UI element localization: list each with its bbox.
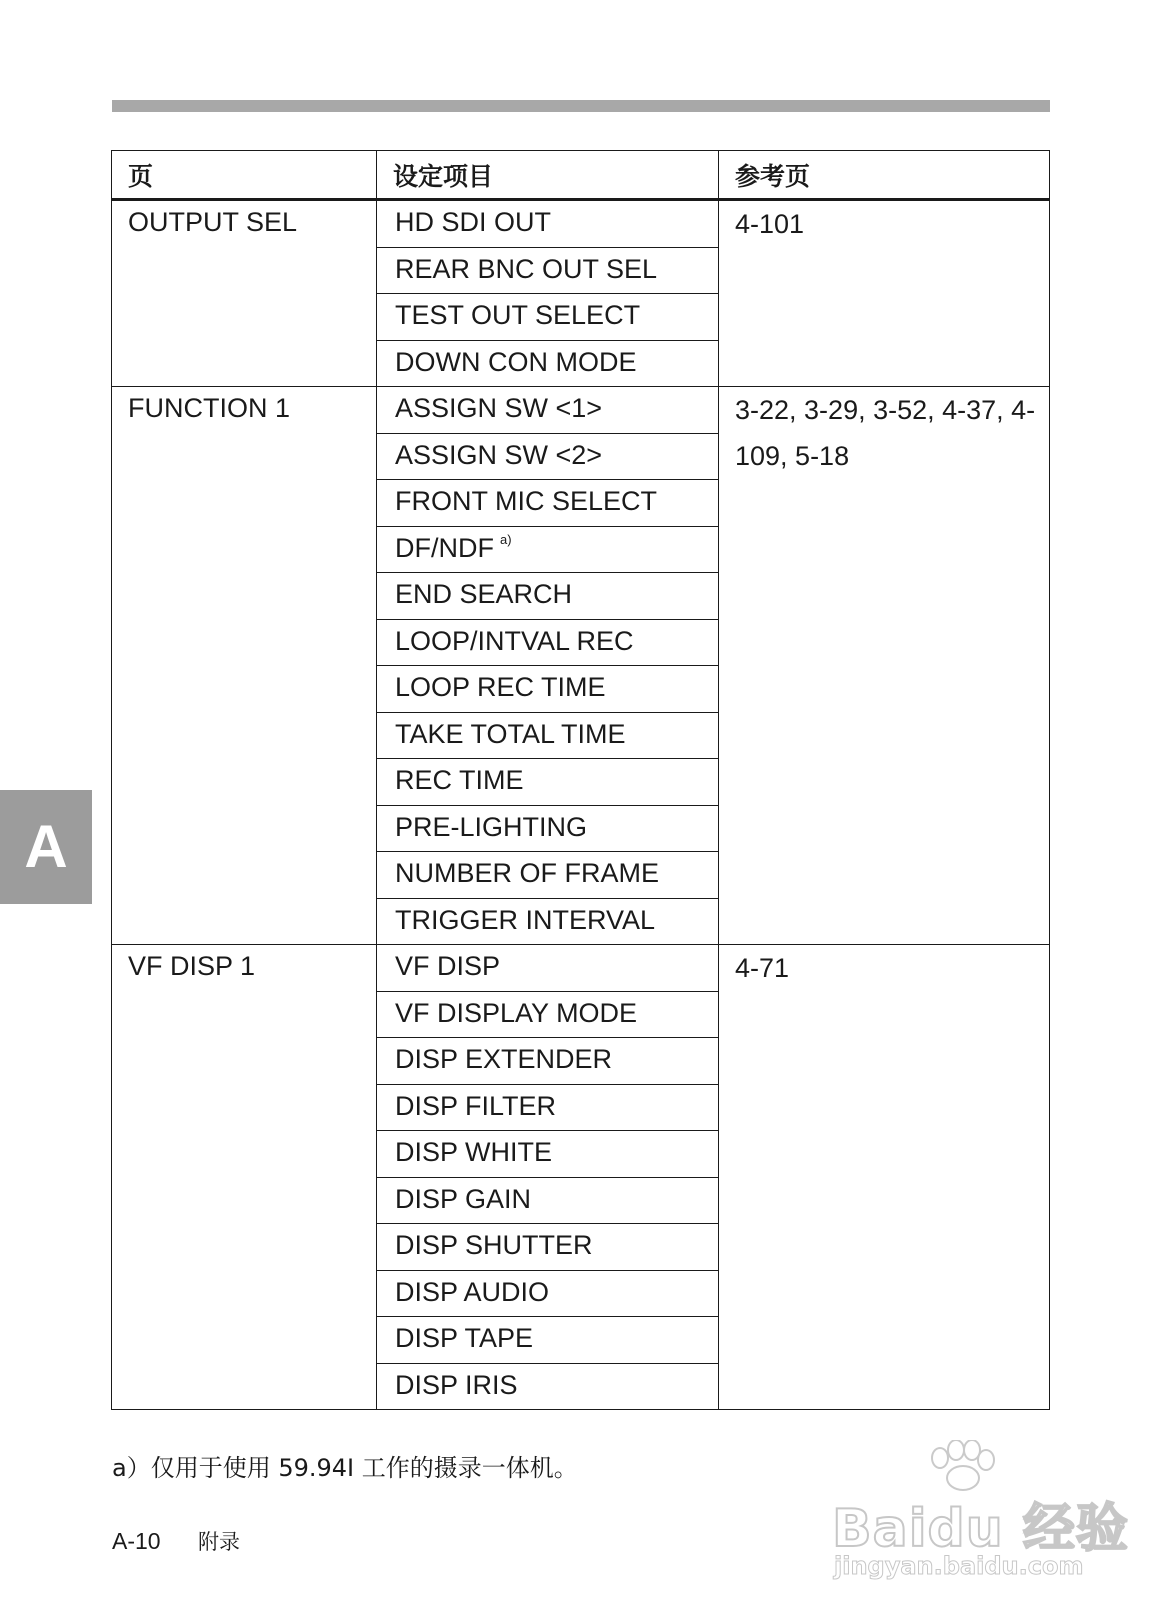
table-row (112, 945, 1050, 992)
footnote: a）仅用于使用 59.94I 工作的摄录一体机。 (112, 1454, 578, 1482)
item-label: DISP GAIN (395, 1183, 532, 1214)
item-cell (377, 387, 719, 434)
item-cell (377, 991, 719, 1038)
item-label: HD SDI OUT (395, 207, 552, 237)
reference-cell: 3-22, 3-29, 3-52, 4-37, 4-109, 5-18 (719, 387, 1050, 945)
item-cell (377, 852, 719, 899)
item-cell (377, 805, 719, 852)
item-label: NUMBER OF FRAME (395, 858, 660, 888)
item-cell (377, 898, 719, 945)
item-cell (377, 1038, 719, 1085)
reference-cell: 4-71 (719, 945, 1050, 1410)
reference-cell: 4-101 (719, 200, 1050, 387)
item-cell (377, 340, 719, 387)
item-label: REC TIME (395, 765, 524, 795)
page-number: A-10 (112, 1528, 161, 1554)
item-label: ASSIGN SW <2> (395, 439, 603, 470)
item-label: LOOP REC TIME (395, 672, 606, 702)
item-label: TEST OUT SELECT (395, 300, 641, 330)
item-cell (377, 1317, 719, 1364)
paw-icon (922, 1440, 1002, 1492)
section-tab (0, 790, 92, 904)
table-row (112, 387, 1050, 434)
item-cell (377, 666, 719, 713)
item-label: LOOP/INTVAL REC (395, 625, 634, 656)
header-item: 设定项目 (377, 151, 719, 200)
table-body (112, 200, 1050, 1410)
item-cell (377, 759, 719, 806)
item-cell (377, 619, 719, 666)
item-label: VF DISPLAY MODE (395, 997, 638, 1028)
baidu-watermark (830, 1440, 1129, 1590)
item-label: DISP IRIS (395, 1369, 518, 1400)
table-row (112, 200, 1050, 248)
item-label: DISP SHUTTER (395, 1230, 593, 1260)
item-label: ASSIGN SW <1> (395, 393, 603, 423)
item-cell (377, 945, 719, 992)
item-cell (377, 573, 719, 620)
item-cell (377, 247, 719, 294)
item-cell (377, 1224, 719, 1271)
item-label: PRE-LIGHTING (395, 811, 588, 842)
item-cell (377, 1131, 719, 1178)
item-label: FRONT MIC SELECT (395, 486, 658, 516)
item-label: END SEARCH (395, 579, 573, 609)
item-label: DISP EXTENDER (395, 1044, 613, 1074)
section-tab-letter: A (24, 813, 68, 880)
item-cell (377, 433, 719, 480)
page-cell: VF DISP 1 (112, 945, 377, 1410)
header-reference: 参考页 (719, 151, 1050, 200)
item-label: DISP AUDIO (395, 1276, 550, 1307)
watermark-url: jingyan.baidu.com (834, 1552, 1084, 1580)
page-cell: FUNCTION 1 (112, 387, 377, 945)
item-cell (377, 1270, 719, 1317)
item-cell (377, 480, 719, 527)
item-label: TRIGGER INTERVAL (395, 904, 656, 935)
watermark-brand: Baidu 经验 (832, 1499, 1129, 1559)
item-label: DF/NDF (395, 532, 494, 563)
item-label: DISP WHITE (395, 1137, 553, 1167)
table-header-row (112, 151, 1050, 200)
item-label: DISP FILTER (395, 1090, 557, 1121)
top-rule (112, 100, 1050, 112)
item-cell (377, 1363, 719, 1410)
header-page: 页 (112, 151, 377, 200)
page-cell: OUTPUT SEL (112, 200, 377, 387)
item-cell (377, 1177, 719, 1224)
item-label: DOWN CON MODE (395, 346, 637, 377)
footnote-marker: a) (499, 531, 512, 547)
item-cell (377, 1084, 719, 1131)
item-cell (377, 200, 719, 248)
item-label: DISP TAPE (395, 1323, 534, 1353)
item-label: TAKE TOTAL TIME (395, 718, 626, 749)
page-footer (112, 1526, 240, 1556)
item-cell (377, 712, 719, 759)
footer-section: 附录 (198, 1530, 240, 1554)
settings-table (111, 150, 1050, 1410)
item-cell (377, 294, 719, 341)
item-cell (377, 526, 719, 573)
item-label: REAR BNC OUT SEL (395, 253, 658, 284)
item-label: VF DISP (395, 951, 501, 981)
